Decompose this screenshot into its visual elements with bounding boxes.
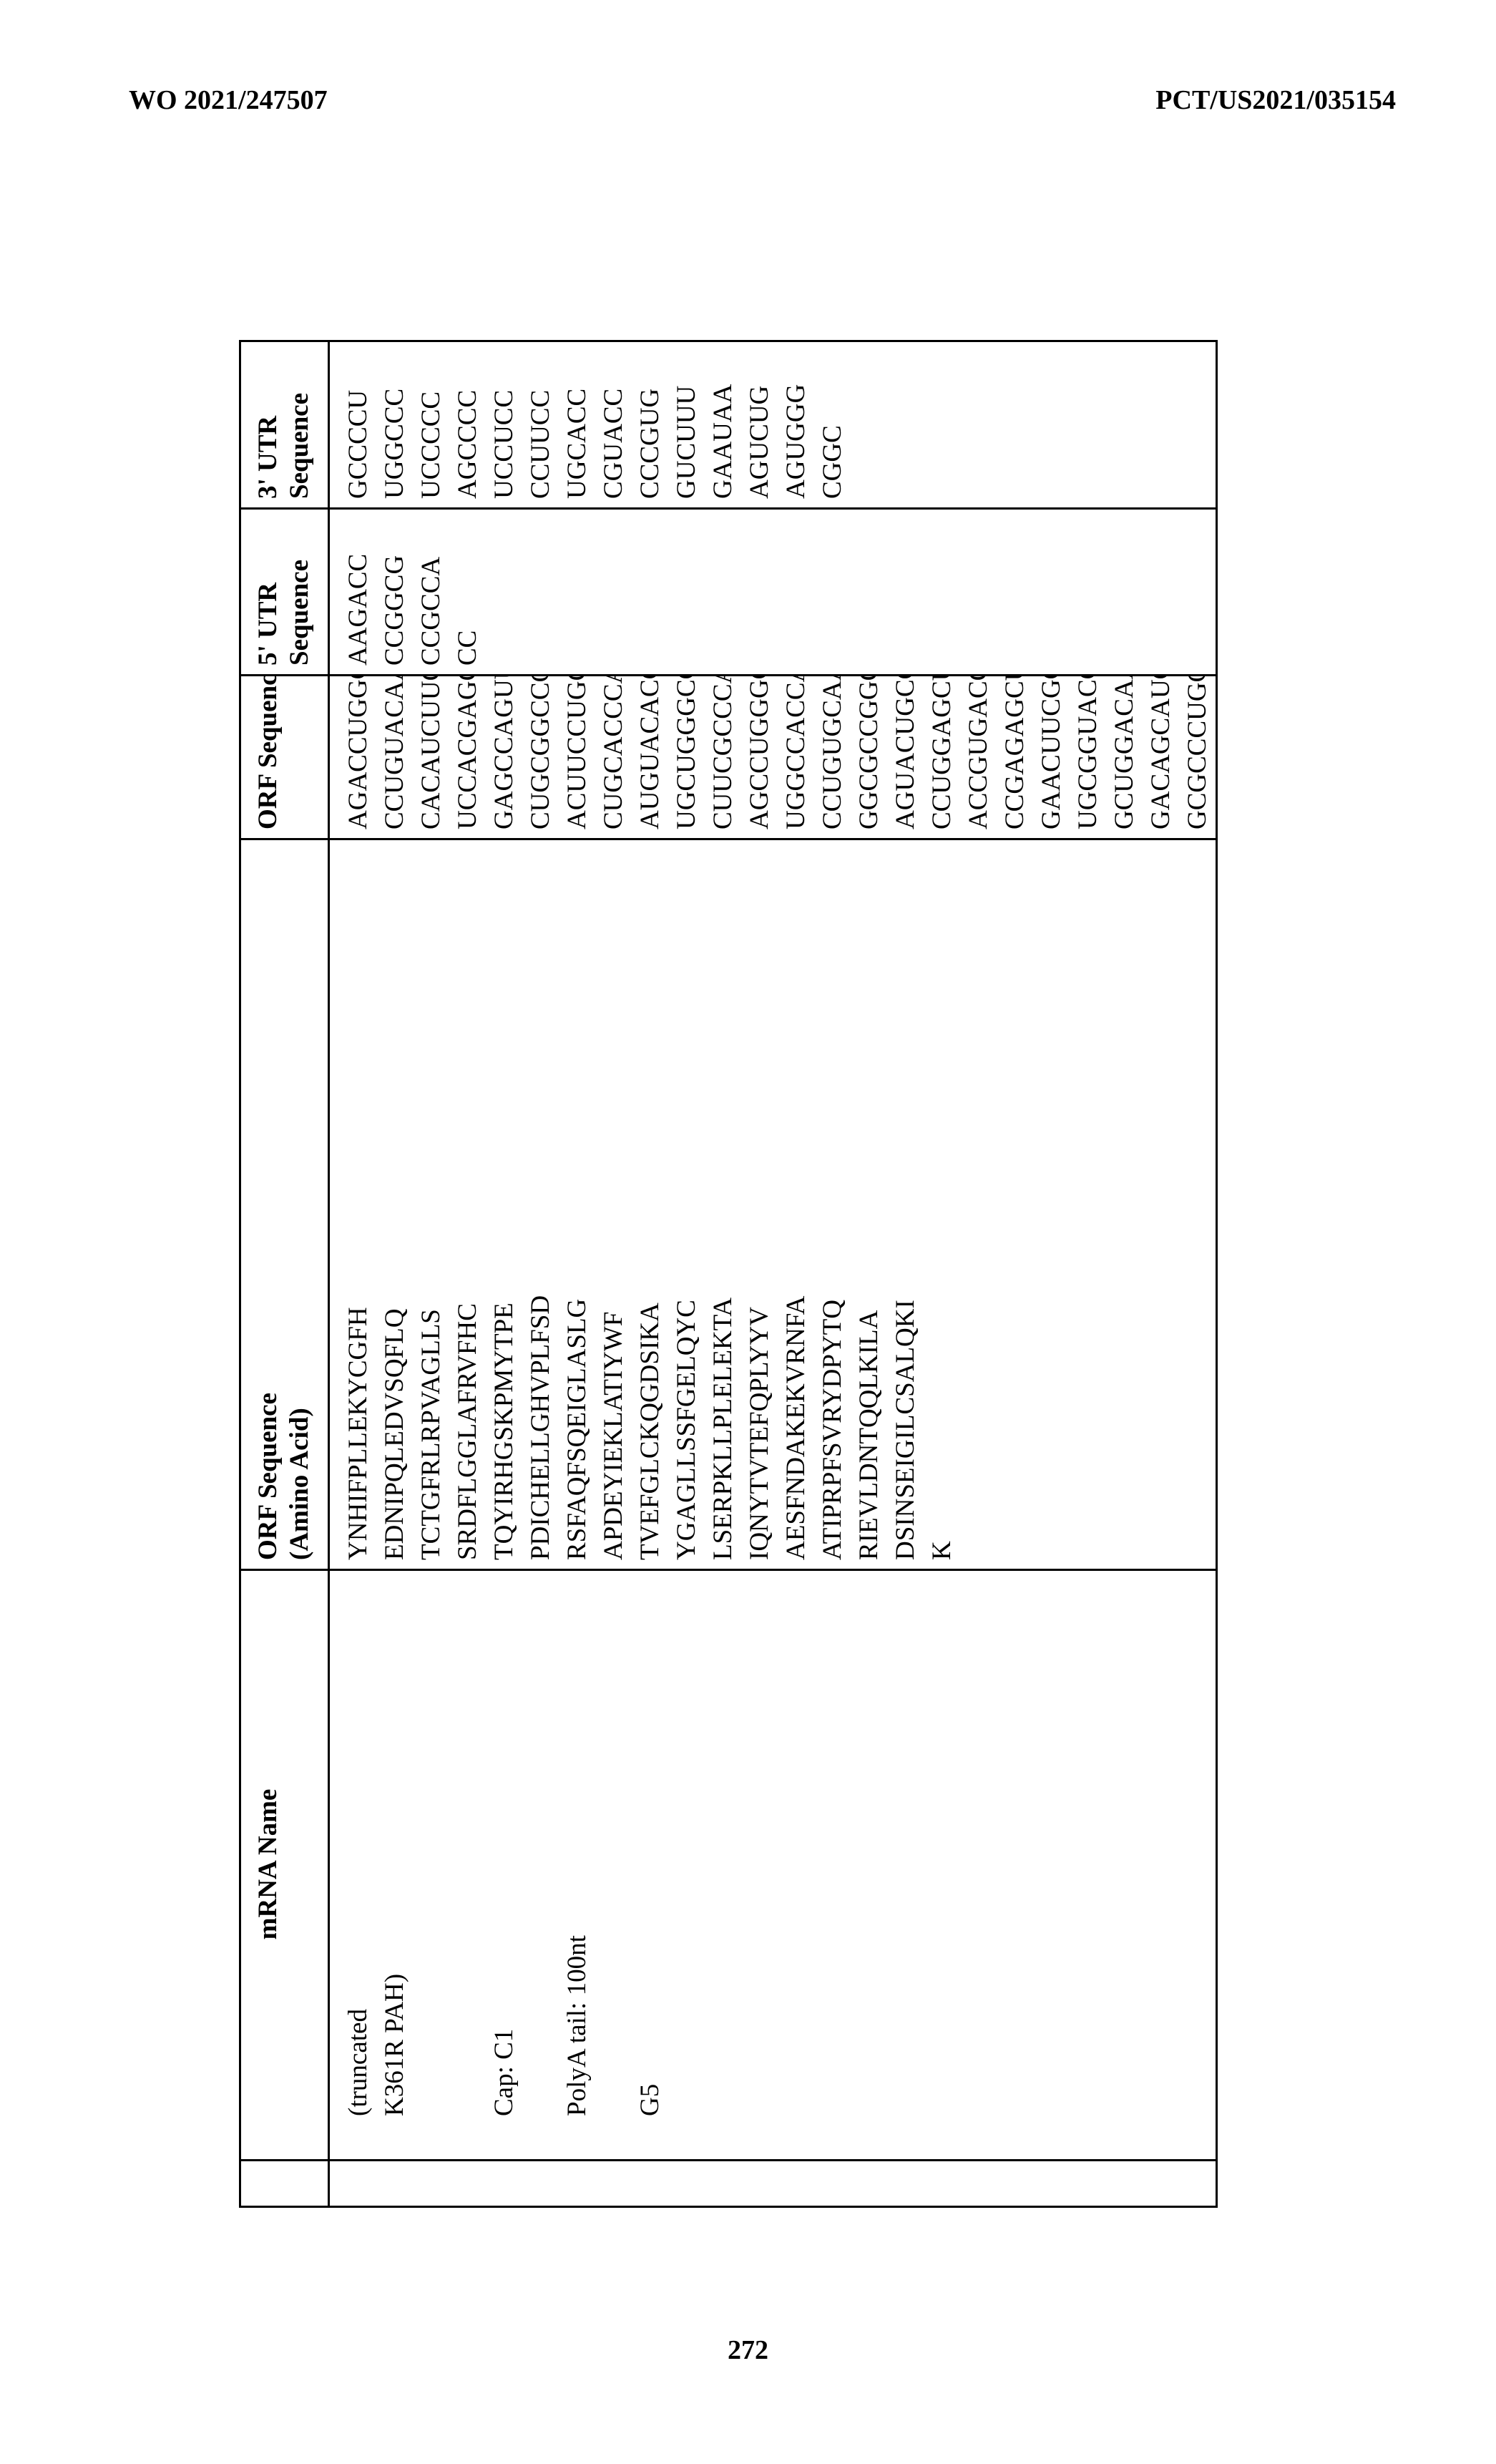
cell-index (329, 2161, 1217, 2207)
page-number: 272 (0, 2334, 1496, 2366)
sequence-line (559, 683, 595, 829)
header-5utr (240, 509, 329, 676)
sequence-line (376, 683, 413, 829)
sequence-line (741, 683, 778, 829)
sequence-line (595, 1578, 632, 2116)
sequence-line: GCCCCU (340, 349, 376, 499)
sequence-line: UCCCCC (413, 349, 449, 499)
sequence-line: CC (449, 517, 486, 666)
sequence-line: CCGCCA (413, 517, 449, 666)
header-text-line: (Amino Acid) (284, 847, 316, 1560)
sequence-line (924, 683, 960, 829)
sequence-line (413, 1578, 449, 2116)
sequence-line (778, 683, 814, 829)
application-number: PCT/US2021/035154 (1155, 84, 1396, 116)
sequence-line: UGGCCC (376, 349, 413, 499)
sequence-line: GAAUAA (705, 349, 741, 499)
sequence-line: DSINSEIGILCSALQKI (887, 847, 924, 1560)
sequence-line (1070, 683, 1106, 829)
sequence-line: YNHIFPLLEKYCGFH (340, 847, 376, 1560)
sequence-line (449, 1578, 486, 2116)
sequence-line: SRDFLGGLAFRVFHC (449, 847, 486, 1560)
header-text-line: Sequence (284, 349, 316, 499)
sequence-table (239, 340, 1218, 2208)
sequence-line: AGCCCC (449, 349, 486, 499)
sequence-line (705, 683, 741, 829)
sequence-line: CCUUCC (522, 349, 559, 499)
sequence-line: AAGACC (340, 517, 376, 666)
sequence-line: UGCACC (559, 349, 595, 499)
header-text-line: mRNA Name (253, 1578, 284, 2151)
header-text-line: 3' UTR (253, 349, 284, 499)
sequence-line: CCCGUG (632, 349, 668, 499)
header-text-line: 5' UTR (253, 517, 284, 666)
sequence-line (340, 683, 376, 829)
sequence-line (340, 2168, 376, 2197)
sequence-line (997, 683, 1033, 829)
sequence-line: AGUCUG (741, 349, 778, 499)
sequence-line: PolyA tail: 100nt (559, 1578, 595, 2116)
sequence-line: (truncated (340, 1578, 376, 2116)
sequence-line (632, 683, 668, 829)
cell-3utr (329, 341, 1217, 509)
sequence-line: IQNYTVTEFQPLYYV (741, 847, 778, 1560)
header-orf-nucleotide (240, 676, 329, 839)
publication-number: WO 2021/247507 (129, 84, 328, 116)
sequence-table-rotated (239, 342, 1204, 2208)
sequence-line (960, 683, 997, 829)
sequence-line (522, 683, 559, 829)
sequence-line (1106, 683, 1143, 829)
sequence-line: CGGC (814, 349, 851, 499)
cell-5utr (329, 509, 1217, 676)
table-row (329, 341, 1217, 2207)
sequence-line: AESFNDAKEKVRNFA (778, 847, 814, 1560)
sequence-line: K361R PAH) (376, 1578, 413, 2116)
sequence-line: PDICHELLGHVPLFSD (522, 847, 559, 1560)
sequence-line: LSERPKLLPLELEKTA (705, 847, 741, 1560)
sequence-line (814, 683, 851, 829)
sequence-line (887, 683, 924, 829)
sequence-line: AGUGGG (778, 349, 814, 499)
sequence-line (1033, 683, 1070, 829)
sequence-line (486, 683, 522, 829)
sequence-line: UCCUCC (486, 349, 522, 499)
cell-orf-nucleotide (329, 676, 1217, 839)
sequence-line (413, 683, 449, 829)
header-orf-amino-acid (240, 839, 329, 1570)
sequence-line: RSFAQFSQEIGLASLG (559, 847, 595, 1560)
header-index (240, 2161, 329, 2207)
header-3utr (240, 341, 329, 509)
sequence-line: TVEFGLCKQGDSIKA (632, 847, 668, 1560)
header-mrna-name (240, 1570, 329, 2161)
sequence-line: K (924, 847, 960, 1560)
sequence-line: RIEVLDNTQQLKILA (851, 847, 887, 1560)
sequence-line (1179, 683, 1216, 829)
sequence-line: GUCUUU (668, 349, 705, 499)
sequence-line: APDEYIEKLATIYWF (595, 847, 632, 1560)
sequence-line: CCGGCG (376, 517, 413, 666)
sequence-line: G5 (632, 1578, 668, 2116)
sequence-line: YGAGLLSSFGELQYC (668, 847, 705, 1560)
sequence-line: Cap: C1 (486, 1578, 522, 2116)
sequence-line: EDNIPQLEDVSQFLQ (376, 847, 413, 1560)
header-text-line: ORF Sequence (253, 847, 284, 1560)
header-text-line (253, 683, 284, 829)
sequence-line: ATIPRPFSVRYDPYTQ (814, 847, 851, 1560)
sequence-line: TQYIRHGSKPMYTPE (486, 847, 522, 1560)
sequence-line (449, 683, 486, 829)
sequence-line (668, 683, 705, 829)
sequence-line: CGUACC (595, 349, 632, 499)
cell-mrna-name (329, 1570, 1217, 2161)
sequence-line (851, 683, 887, 829)
sequence-line (1143, 683, 1179, 829)
cell-orf-amino-acid (329, 839, 1217, 1570)
sequence-line (522, 1578, 559, 2116)
header-text-line: Sequence (284, 517, 316, 666)
header-row (240, 341, 329, 2207)
sequence-line: TCTGFRLRPVAGLLS (413, 847, 449, 1560)
sequence-line (595, 683, 632, 829)
